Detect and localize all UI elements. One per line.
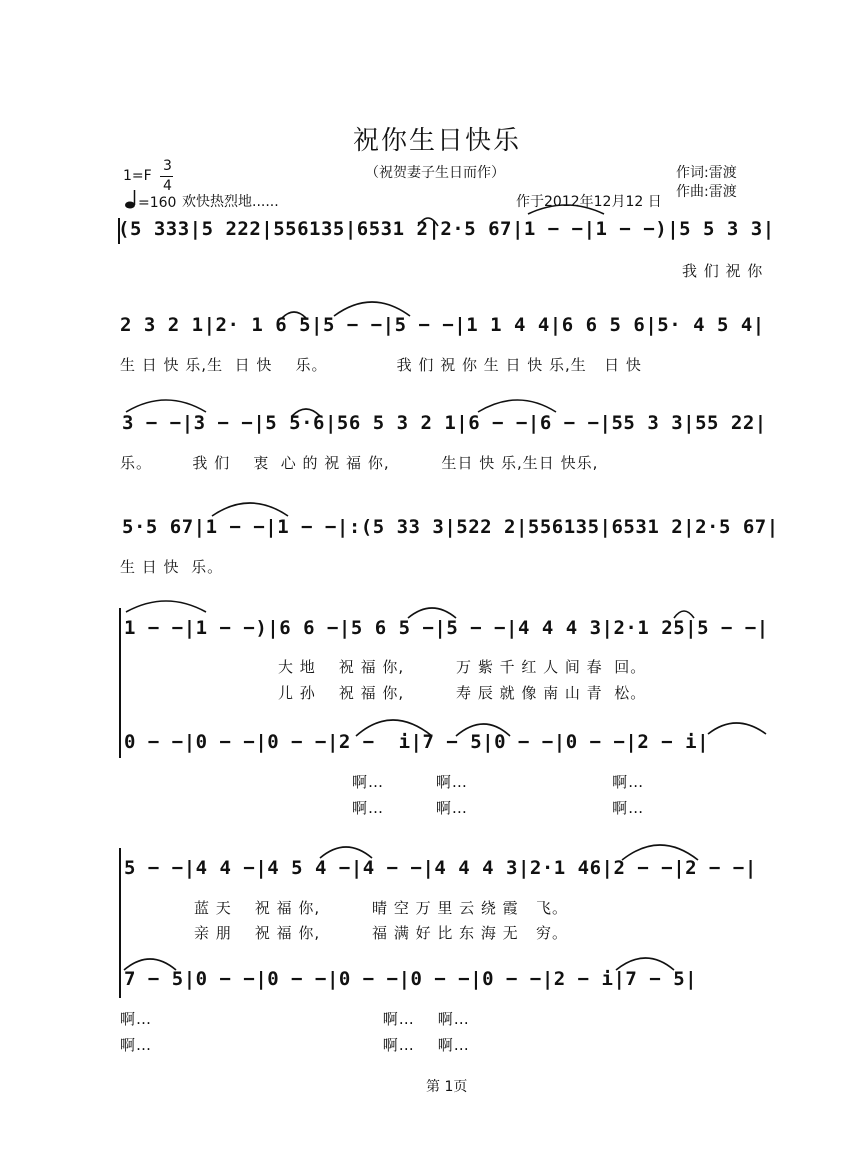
composition-date: 作于2012年12月12 日 [516,194,662,210]
notation-row-8: 7 − 5|0 − −|0 − −|0 − −|0 − −|0 − −|2 − i|7 − 5| [124,968,698,990]
notation-row-6: 0 − −|0 − −|0 − −|2 − i|7 − 5|0 − −|0 − −|2 − i| [124,731,710,753]
notation-row-5: 1 − −|1 − −)|6 6 −|5 6 5 −|5 − −|4 4 4 3|2·1 25|5 − −| [124,617,769,639]
lyrics-row-5-verse-1: 大 地 祝 福 你, 万 紫 千 红 人 间 春 回。 [278,658,647,676]
lyrics-row-4: 生 日 快 乐。 [120,558,224,576]
time-signature-bottom: 4 [163,178,172,194]
notation-row-7: 5 − −|4 4 −|4 5 4 −|4 − −|4 4 4 3|2·1 46|2 − −|2 − −| [124,857,757,879]
time-signature-top: 3 [163,158,172,174]
key-signature: 1=F [123,168,152,184]
lyricist-credit: 作词:雷渡 [676,165,737,181]
lyrics-row-1: 我 们 祝 你 [682,262,764,280]
system-bracket-2 [119,848,121,998]
tempo-marking: =160 [138,195,177,211]
lyrics-row-3: 乐。 我 们 衷 心 的 祝 福 你, 生日 快 乐,生日 快乐, [120,454,599,472]
lyrics-row-6-verse-2: 啊… 啊… 啊… [352,799,645,817]
system-bracket-1 [119,608,121,758]
composer-credit: 作曲:雷渡 [676,184,737,200]
expression-marking: 欢快热烈地...... [182,194,279,210]
lyrics-row-6-verse-1: 啊… 啊… 啊… [352,773,645,791]
subtitle: （祝贺妻子生日而作） [365,165,505,181]
notation-row-3: 3 − −|3 − −|5 5·6|56 5 3 2 1|6 − −|6 − −|55 3 3|55 22| [122,412,767,434]
time-signature-line [160,176,173,177]
lyrics-row-7-verse-2: 亲 朋 祝 福 你, 福 满 好 比 东 海 无 穷。 [194,924,568,942]
notation-row-2: 2 3 2 1|2· 1 6 5|5 − −|5 − −|1 1 4 4|6 6 5 6|5· 4 5 4| [120,314,765,336]
lyrics-row-8-verse-2: 啊… 啊… 啊… [120,1036,470,1054]
lyrics-row-8-verse-1: 啊… 啊… 啊… [120,1010,470,1028]
page-number: 第 1页 [426,1079,468,1095]
song-title: 祝你生日快乐 [353,126,522,156]
lyrics-row-2: 生 日 快 乐,生 日 快 乐。 我 们 祝 你 生 日 快 乐,生 日 快 [120,356,642,374]
lyrics-row-7-verse-1: 蓝 天 祝 福 你, 晴 空 万 里 云 绕 霞 飞。 [194,899,568,917]
notation-row-4: 5·5 67|1 − −|1 − −|:(5 33 3|522 2|556135|6531 2|2·5 67| [122,516,779,538]
lyrics-row-5-verse-2: 儿 孙 祝 福 你, 寿 辰 就 像 南 山 青 松。 [278,684,647,702]
notation-row-1: (5 333|5 222|556135|6531 2|2·5 67|1 − −|1 − −)|5 5 3 3| [118,218,775,240]
